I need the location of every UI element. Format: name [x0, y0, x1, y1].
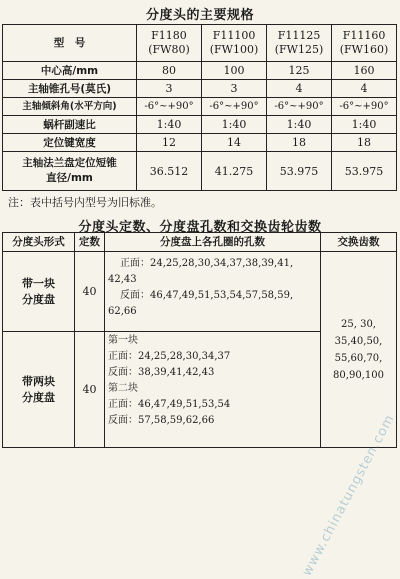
- cell-value: 41.275: [202, 152, 267, 191]
- back-line: [108, 288, 317, 304]
- cell-value: -6°~+90°: [332, 98, 397, 116]
- spec-row-flange-diameter: [3, 152, 397, 191]
- holes-single: [105, 252, 321, 332]
- gear-line: 25, 30,: [341, 318, 376, 330]
- cell-value: -6°~+90°: [267, 98, 332, 116]
- plate1-front: [108, 349, 317, 365]
- cell-value: 53.975: [267, 152, 332, 191]
- front-values: 24,25,28,30,34,37: [138, 351, 231, 362]
- gear-table-title: 分度头定数、分度盘孔数和交换齿轮齿数: [78, 220, 322, 235]
- back-values-cont: 62,66: [108, 306, 137, 317]
- model-old-name: (FW100): [209, 43, 259, 56]
- model-header-label: 型 号: [3, 25, 137, 62]
- holes-double: [105, 332, 321, 448]
- back-values: 46,47,49,51,53,54,57,58,59,: [150, 290, 294, 301]
- front-line: [108, 256, 317, 272]
- model-name: F11160: [342, 29, 386, 42]
- cell-value: 3: [137, 80, 202, 98]
- back-label: 反面：: [108, 415, 138, 426]
- cell-value: 14: [202, 134, 267, 152]
- header-form: 分度头形式: [3, 233, 75, 252]
- spec-row-center-height: [3, 62, 397, 80]
- cell-value: 4: [332, 80, 397, 98]
- spec-row-ratio: [3, 116, 397, 134]
- front-label: 正面：: [120, 258, 150, 269]
- plate2-label: 第二块: [108, 383, 138, 394]
- row-label-line: 直径/mm: [46, 172, 93, 184]
- cell-value: 1:40: [267, 116, 332, 134]
- spec-table-title: 分度头的主要规格: [145, 8, 254, 23]
- cell-value: 125: [267, 62, 332, 80]
- model-name: F11100: [212, 29, 256, 42]
- spec-row-taper: [3, 80, 397, 98]
- model-old-name: (FW125): [274, 43, 324, 56]
- cell-value: 1:40: [137, 116, 202, 134]
- gear-table: [2, 232, 397, 448]
- back-values: 38,39,41,42,43: [138, 367, 215, 378]
- row-label: 定位键宽度: [3, 134, 137, 152]
- row-label: 主轴倾斜角(水平方向): [3, 98, 137, 116]
- row-label: 蜗杆副速比: [3, 116, 137, 134]
- gear-line: 80,90,100: [333, 369, 384, 381]
- model-name: F11125: [277, 29, 321, 42]
- cell-value: 160: [332, 62, 397, 80]
- cell-value: 80: [137, 62, 202, 80]
- row-label-line: 主轴法兰盘定位短锥: [22, 157, 117, 169]
- front-values: 46,47,49,51,53,54: [138, 399, 231, 410]
- plate1-label: 第一块: [108, 335, 138, 346]
- cell-value: -6°~+90°: [137, 98, 202, 116]
- cell-value: -6°~+90°: [202, 98, 267, 116]
- model-header-cell: [202, 25, 267, 62]
- plate2-back: [108, 413, 317, 429]
- front-values-cont: 42,43: [108, 274, 137, 285]
- watermark: www.chinatungsten.com: [299, 411, 398, 579]
- cell-value: 36.512: [137, 152, 202, 191]
- table-note: 注：表中括号内型号为旧标准。: [8, 196, 162, 209]
- back-label: 反面：: [120, 290, 150, 301]
- model-old-name: (FW80): [148, 43, 190, 56]
- model-header-cell: [332, 25, 397, 62]
- spec-table: [2, 24, 397, 191]
- gear-header-row: [3, 233, 397, 252]
- form-line: 带两块: [22, 374, 55, 388]
- row-label: 主轴锥孔号(莫氏): [3, 80, 137, 98]
- cell-value: 53.975: [332, 152, 397, 191]
- back-values: 57,58,59,62,66: [138, 415, 215, 426]
- gear-teeth-cell: [321, 252, 397, 448]
- model-header-cell: [137, 25, 202, 62]
- plate2-front: [108, 397, 317, 413]
- header-gears: 交换齿数: [321, 233, 397, 252]
- form-single: [3, 252, 75, 332]
- form-line: 分度盘: [22, 292, 55, 306]
- cell-value: 18: [267, 134, 332, 152]
- model-name: F1180: [151, 29, 187, 42]
- gear-line: 55,60,70,: [334, 352, 383, 364]
- cell-value: 12: [137, 134, 202, 152]
- plate1-back: [108, 365, 317, 381]
- form-double: [3, 332, 75, 448]
- spec-row-tilt: [3, 98, 397, 116]
- front-label: 正面：: [108, 399, 138, 410]
- cell-value: 1:40: [332, 116, 397, 134]
- model-header-cell: [267, 25, 332, 62]
- constant-single: 40: [75, 252, 105, 332]
- header-holes: 分度盘上各孔圈的孔数: [105, 233, 321, 252]
- row-single-plate: [3, 252, 397, 332]
- cell-value: 3: [202, 80, 267, 98]
- cell-value: 100: [202, 62, 267, 80]
- header-constant: 定数: [75, 233, 105, 252]
- constant-double: 40: [75, 332, 105, 448]
- model-old-name: (FW160): [339, 43, 389, 56]
- front-label: 正面：: [108, 351, 138, 362]
- form-line: 分度盘: [22, 390, 55, 404]
- spec-header-row: [3, 25, 397, 62]
- back-label: 反面：: [108, 367, 138, 378]
- row-label: [3, 152, 137, 191]
- cell-value: 1:40: [202, 116, 267, 134]
- form-line: 带一块: [22, 276, 55, 290]
- row-label: 中心高/mm: [3, 62, 137, 80]
- cell-value: 4: [267, 80, 332, 98]
- front-values: 24,25,28,30,34,37,38,39,41,: [150, 258, 294, 269]
- spec-row-key-width: [3, 134, 397, 152]
- cell-value: 18: [332, 134, 397, 152]
- gear-line: 35,40,50,: [334, 335, 383, 347]
